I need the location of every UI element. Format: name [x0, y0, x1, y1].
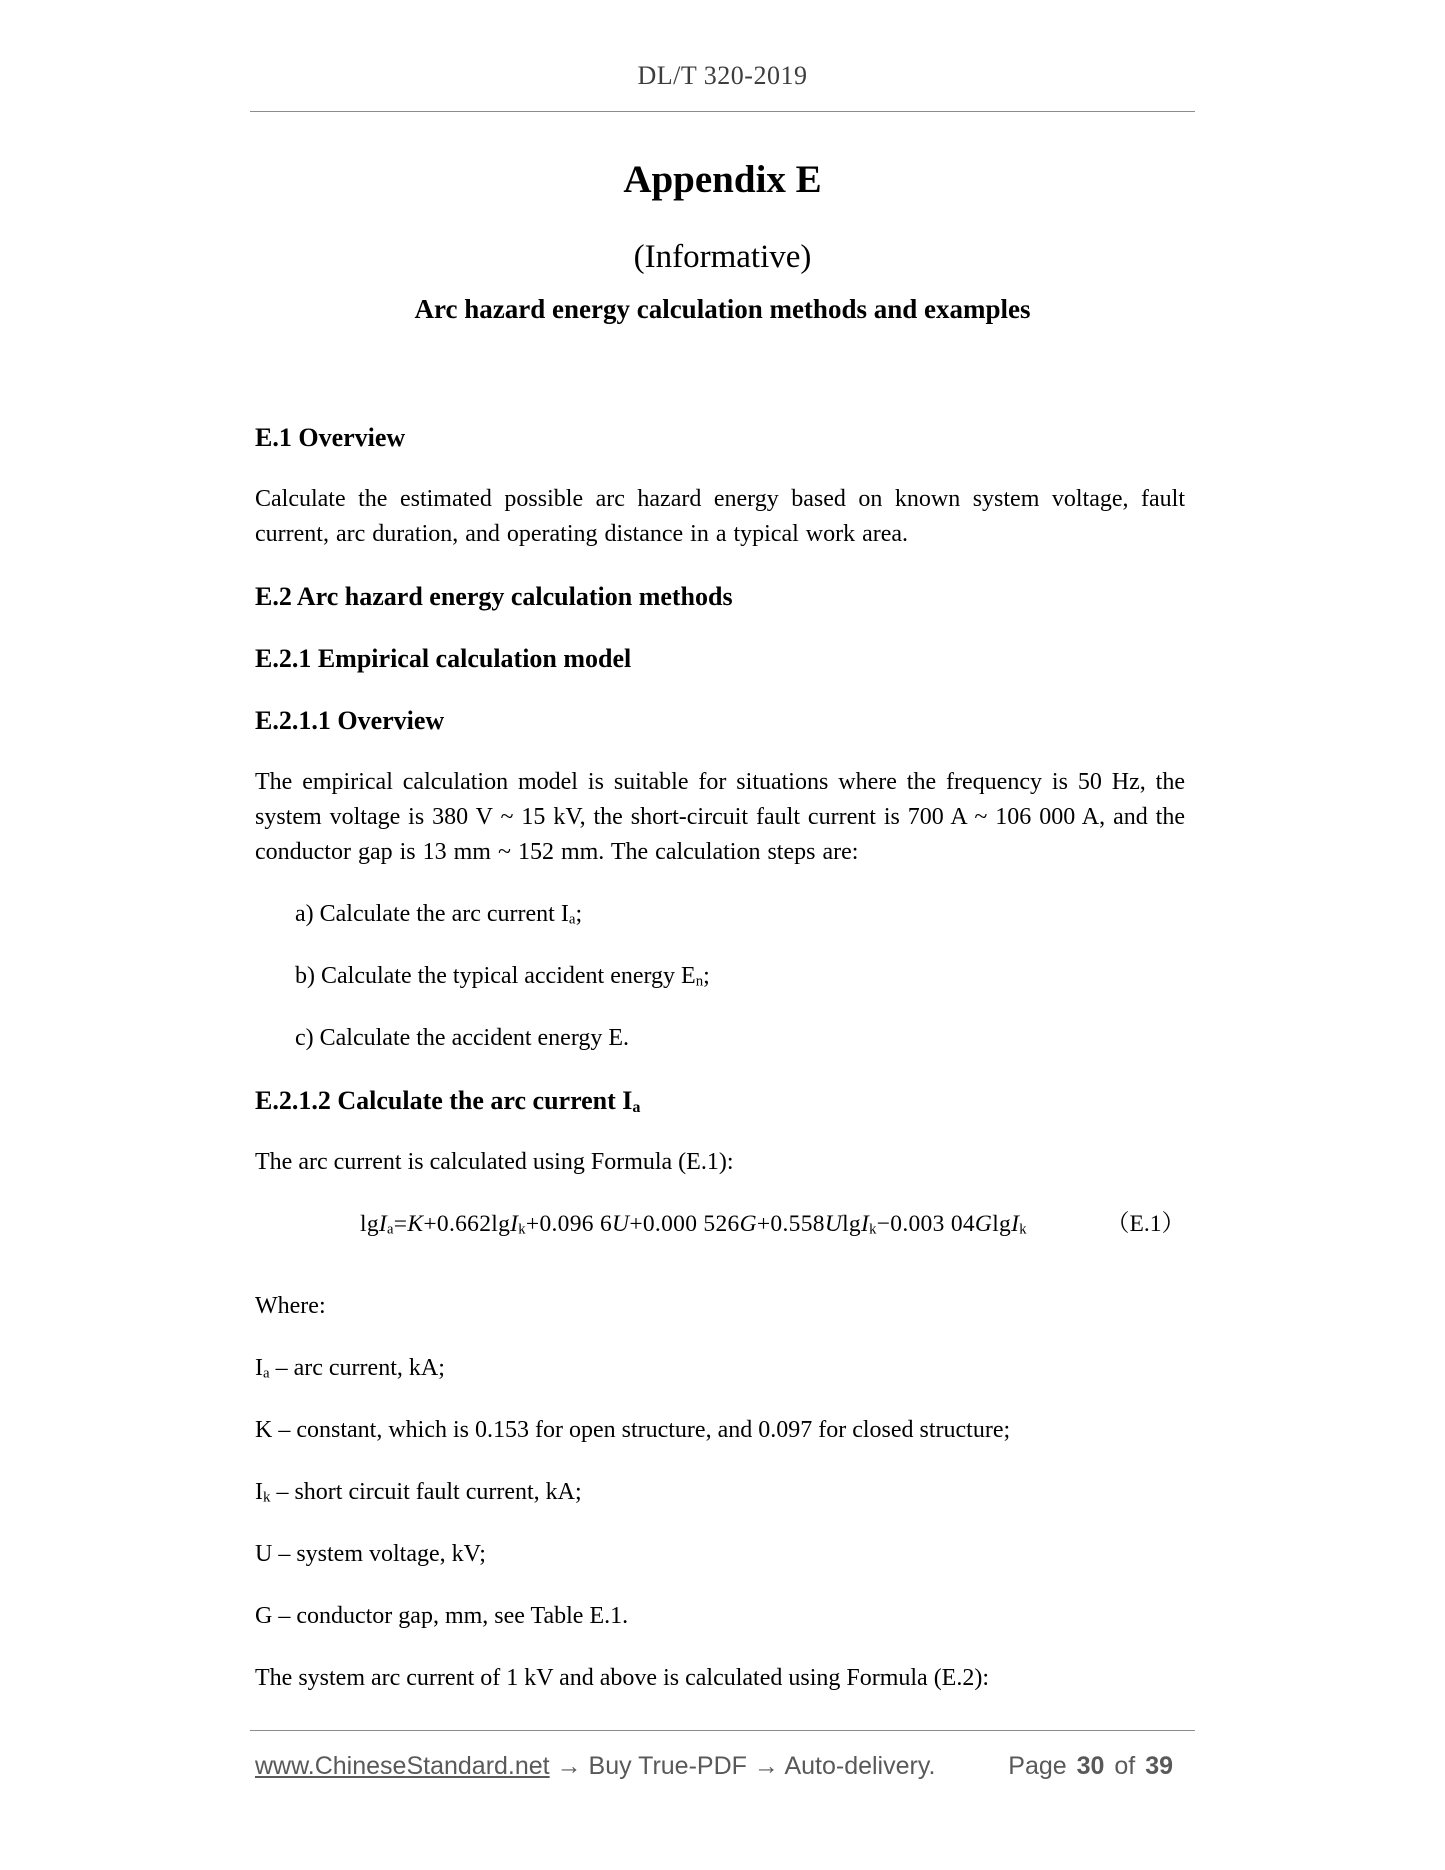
formula-e1 — [255, 1207, 1185, 1242]
footer-action-buy: Buy True-PDF — [588, 1752, 747, 1780]
of-label: of — [1114, 1752, 1136, 1780]
calculation-step: a) Calculate the arc current $I_a$; — [295, 901, 583, 928]
header-rule — [250, 111, 1195, 112]
document-subtitle: Arc hazard energy calculation methods and examples — [414, 294, 1031, 324]
document-footer — [255, 1750, 1173, 1782]
arrow-icon: → — [753, 1752, 779, 1780]
calculation-step: b) Calculate the typical accident energy $E_n$; — [295, 963, 710, 990]
calculation-step-list — [255, 897, 1185, 1056]
calculation-step: c) Calculate the accident energy E. — [295, 1025, 630, 1051]
where-label: Where: — [255, 1293, 326, 1319]
definition-item: $I_a$ – arc current, kA; — [255, 1355, 445, 1382]
document-body — [255, 420, 1185, 1723]
current-page-number: 30 — [1076, 1752, 1105, 1780]
section-heading-e212: E.2.1.2 Calculate the arc current $I_a$ — [255, 1086, 641, 1116]
standard-number-header: DL/T 320-2019 — [637, 61, 808, 90]
footer-rule — [250, 1730, 1195, 1731]
definition-list — [255, 1351, 1185, 1634]
formula-number: （E.1） — [1106, 1211, 1185, 1237]
section-heading-e2: E.2 Arc hazard energy calculation methods — [255, 582, 733, 611]
definition-item: $I_k$ – short circuit fault current, kA; — [255, 1479, 582, 1506]
section-heading-e1: E.1 Overview — [255, 423, 406, 452]
informative-label: (Informative) — [633, 239, 812, 275]
total-page-number: 39 — [1145, 1752, 1173, 1780]
definition-item: K – constant, which is 0.153 for open structure, and 0.097 for closed structure; — [255, 1417, 1011, 1443]
appendix-title: Appendix E — [623, 158, 822, 201]
footer-promo — [255, 1750, 935, 1782]
footer-website-link[interactable]: www.ChineseStandard.net — [255, 1752, 550, 1780]
formula-expression: lgI$_a$=K+0.662lgI$_k$+0.096 6U+0.000 526G+0.558UlgI$_k$−0.003 04GlgI$_k$ — [360, 1211, 1027, 1238]
formula-intro: The arc current is calculated using Formula (E.1): — [255, 1149, 734, 1175]
page-label: Page — [1008, 1752, 1067, 1780]
section-heading-e21: E.2.1 Empirical calculation model — [255, 644, 632, 673]
footer-action-delivery: Auto-delivery. — [784, 1752, 936, 1780]
closing-paragraph: The system arc current of 1 kV and above is calculated using Formula (E.2): — [255, 1665, 990, 1691]
definition-item: G – conductor gap, mm, see Table E.1. — [255, 1603, 629, 1629]
paragraph-e1: Calculate the estimated possible arc hazard energy based on known system voltage, fault current, arc duration, and operating distance in a typical work area. — [255, 486, 1185, 547]
arrow-icon: → — [556, 1752, 582, 1780]
section-heading-e211: E.2.1.1 Overview — [255, 706, 445, 735]
paragraph-e211: The empirical calculation model is suitable for situations where the frequency is 50 Hz, the system voltage is 380 V ~ 15 kV, the short-circuit fault current is 700 A ~ 106 000 A, and the conductor gap is 13 mm ~ 152 mm. The calculation steps are: — [255, 769, 1185, 865]
definition-item: U – system voltage, kV; — [255, 1541, 486, 1567]
page-indicator — [1008, 1750, 1173, 1782]
